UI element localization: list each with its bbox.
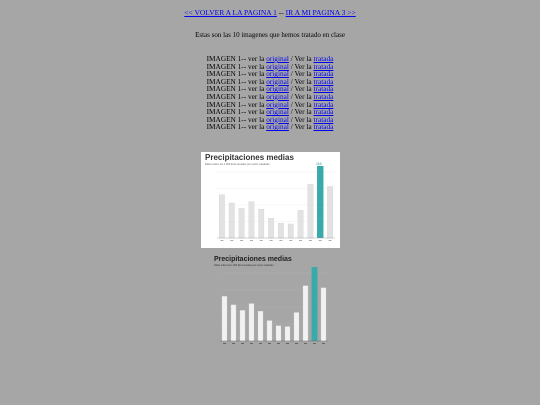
image-list xyxy=(0,55,540,131)
x-tick-mark xyxy=(286,343,289,344)
treated-link[interactable]: tratada xyxy=(313,61,334,71)
bar xyxy=(229,203,234,238)
x-tick-mark xyxy=(277,343,280,344)
treated-link[interactable]: tratada xyxy=(313,107,334,117)
x-tick-mark xyxy=(250,240,253,241)
go-to-page-3-link[interactable]: IR A MI PAGINA 3 >> xyxy=(285,8,356,17)
bar-highlight xyxy=(312,267,318,341)
bar xyxy=(231,305,236,341)
bar xyxy=(240,310,245,341)
intro-text: Estas son las 10 imagenes que hemos tratado en clase xyxy=(195,31,345,39)
nav-separator: -- xyxy=(276,8,286,17)
image-row-middle: / Ver la xyxy=(288,99,314,109)
image-row-middle: / Ver la xyxy=(288,84,314,94)
x-tick-mark xyxy=(241,343,244,344)
treated-link[interactable]: tratada xyxy=(313,76,334,86)
treated-link[interactable]: tratada xyxy=(313,122,334,132)
bar xyxy=(239,208,244,238)
bar xyxy=(249,304,254,341)
x-tick-mark xyxy=(322,343,325,344)
x-tick-mark xyxy=(260,240,263,241)
chart-title: Precipitaciones medias xyxy=(205,153,294,162)
top-navigation xyxy=(0,8,540,17)
x-tick-mark xyxy=(270,240,273,241)
bar xyxy=(294,313,299,341)
bar xyxy=(303,286,308,341)
image-row-middle: / Ver la xyxy=(288,91,314,101)
bar xyxy=(267,321,272,341)
original-link[interactable]: original xyxy=(266,114,289,124)
chart-subtitle: Datos sobre los 1.000 litros anuales por metro cuadrado xyxy=(205,163,270,166)
original-link[interactable]: original xyxy=(266,84,289,94)
image-row-middle: / Ver la xyxy=(288,107,314,117)
bar xyxy=(308,184,313,238)
x-tick-mark xyxy=(259,343,262,344)
image-row-middle: / Ver la xyxy=(288,76,314,86)
bar xyxy=(276,326,281,341)
original-link[interactable]: original xyxy=(266,107,289,117)
chart-highlight-label: 116 xyxy=(316,162,322,166)
x-tick-mark xyxy=(279,240,282,241)
x-tick-mark xyxy=(230,240,233,241)
image-row-prefix: IMAGEN 1-- ver la xyxy=(206,69,267,79)
image-row-prefix: IMAGEN 1-- ver la xyxy=(206,61,267,71)
bar xyxy=(222,296,227,341)
x-tick-mark xyxy=(250,343,253,344)
image-row-middle: / Ver la xyxy=(288,114,314,124)
bar-highlight xyxy=(317,166,323,238)
x-tick-mark xyxy=(309,240,312,241)
original-link[interactable]: original xyxy=(266,61,289,71)
x-tick-mark xyxy=(313,343,316,344)
image-row-middle: / Ver la xyxy=(288,69,314,79)
x-tick-mark xyxy=(220,240,223,241)
chart-image-treated xyxy=(210,255,332,355)
image-row-prefix: IMAGEN 1-- ver la xyxy=(206,99,267,109)
bar xyxy=(327,186,332,238)
bar xyxy=(298,210,303,238)
original-link[interactable]: original xyxy=(266,54,289,63)
bar xyxy=(249,202,254,238)
treated-link[interactable]: tratada xyxy=(313,99,334,109)
image-row-prefix: IMAGEN 1-- ver la xyxy=(206,114,267,124)
original-link[interactable]: original xyxy=(266,99,289,109)
treated-link[interactable]: tratada xyxy=(313,69,334,79)
original-link[interactable]: original xyxy=(266,69,289,79)
image-row-middle: / Ver la xyxy=(288,122,314,132)
bar xyxy=(259,209,264,238)
image-row-prefix: IMAGEN 1-- ver la xyxy=(206,107,267,117)
image-row-prefix: IMAGEN 1-- ver la xyxy=(206,84,267,94)
bar xyxy=(258,311,263,341)
x-tick-mark xyxy=(295,343,298,344)
treated-link[interactable]: tratada xyxy=(313,54,334,63)
original-link[interactable]: original xyxy=(266,122,289,132)
bar xyxy=(288,224,293,238)
x-tick-mark xyxy=(299,240,302,241)
back-to-page-1-link[interactable]: << VOLVER A LA PAGINA 1 xyxy=(184,8,277,17)
bar xyxy=(321,288,326,341)
chart-image-original xyxy=(201,152,340,248)
bar xyxy=(268,218,273,238)
chart-subtitle: Datos sobre los 1.000 litros anuales por metro cuadrado xyxy=(214,264,274,267)
x-tick-mark xyxy=(268,343,271,344)
image-row-prefix: IMAGEN 1-- ver la xyxy=(206,54,267,63)
image-row-prefix: IMAGEN 1-- ver la xyxy=(206,122,267,132)
image-row-prefix: IMAGEN 1-- ver la xyxy=(206,91,267,101)
precipitation-chart-svg xyxy=(201,152,340,248)
list-item xyxy=(0,123,540,131)
x-tick-mark xyxy=(319,240,322,241)
x-tick-mark xyxy=(304,343,307,344)
bar xyxy=(219,195,224,238)
original-link[interactable]: original xyxy=(266,76,289,86)
precipitation-chart-svg xyxy=(210,255,332,355)
treated-link[interactable]: tratada xyxy=(313,84,334,94)
image-row-prefix: IMAGEN 1-- ver la xyxy=(206,76,267,86)
x-tick-mark xyxy=(240,240,243,241)
treated-link[interactable]: tratada xyxy=(313,114,334,124)
original-link[interactable]: original xyxy=(266,91,289,101)
bar xyxy=(285,327,290,341)
chart-title: Precipitaciones medias xyxy=(214,256,292,263)
x-tick-mark xyxy=(289,240,292,241)
image-row-middle: / Ver la xyxy=(288,61,314,71)
bar xyxy=(278,223,283,238)
x-tick-mark xyxy=(329,240,332,241)
x-tick-mark xyxy=(232,343,235,344)
x-tick-mark xyxy=(223,343,226,344)
image-row-middle: / Ver la xyxy=(288,54,314,63)
treated-link[interactable]: tratada xyxy=(313,91,334,101)
